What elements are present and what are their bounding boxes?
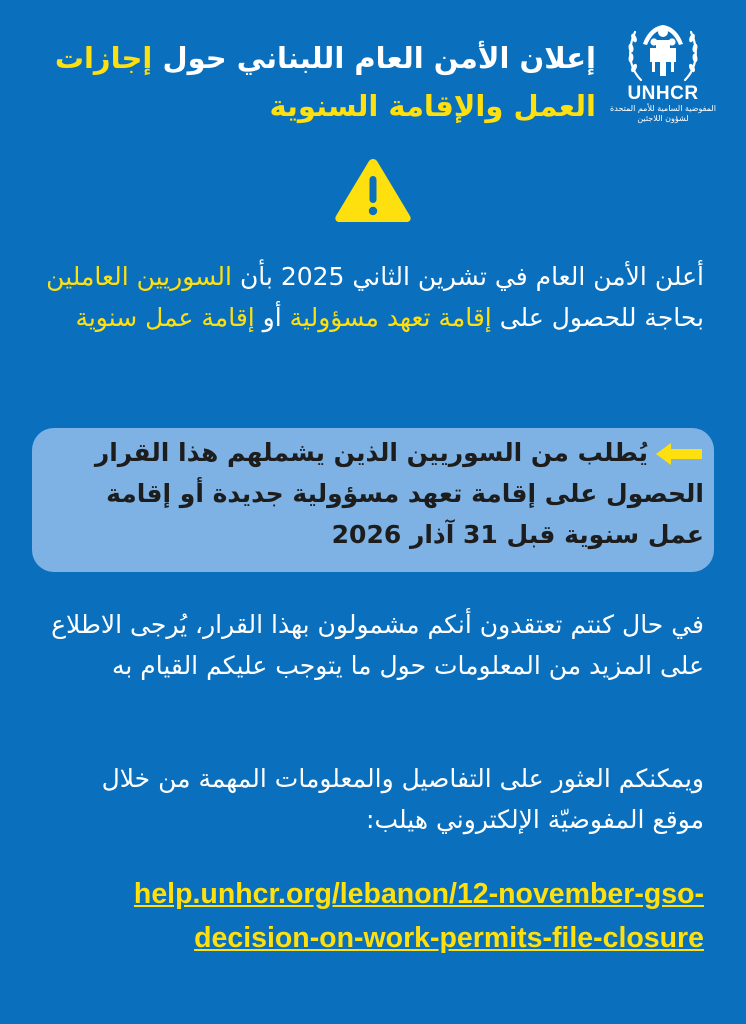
page-title [16, 34, 596, 130]
intro-highlight-1: السوريين العاملين [46, 262, 232, 291]
title-text: إعلان الأمن العام اللبناني حول [152, 41, 596, 75]
info-paragraph: في حال كنتم تعتقدون أنكم مشمولون بهذا القرار، يُرجى الاطلاع على المزيد من المعلومات حول ما يتوجب عليكم القيام به [51, 610, 704, 680]
intro-highlight-2: إقامة تعهد مسؤولية [289, 303, 492, 332]
notice-text: يُطلب من السوريين الذين يشملهم هذا القرار الحصول على إقامة تعهد مسؤولية جديدة أو إقامة عمل سنوية قبل 31 آذار 2026 [94, 438, 704, 549]
title-highlight: إجازات العمل والإقامة السنوية [54, 41, 596, 123]
intro-paragraph [44, 256, 704, 338]
intro-text-3: أو [254, 303, 290, 332]
warning-triangle-icon [333, 156, 413, 224]
intro-text-2: بحاجة للحصول على [491, 303, 704, 332]
unhcr-emblem-icon [625, 22, 701, 84]
website-paragraph: ويمكنكم العثور على التفاصيل والمعلومات المهمة من خلال موقع المفوضيّة الإلكتروني هيلب: [101, 764, 704, 834]
intro-highlight-3: إقامة عمل سنوية [75, 303, 255, 332]
logo-wordmark: UNHCR [627, 83, 699, 104]
help-link[interactable]: help.unhcr.org/lebanon/12-november-gso-decision-on-work-permits-file-closure [133, 878, 704, 954]
notice-text-block [54, 432, 704, 555]
unhcr-logo [604, 22, 722, 124]
logo-subtitle-line2: لشؤون اللاجئين [637, 114, 689, 123]
arrow-left-icon [654, 441, 704, 467]
logo-subtitle-line1: المفوضية السامية للأمم المتحدة [610, 104, 716, 113]
intro-text-1: أعلن الأمن العام في تشرين الثاني 2025 بأن [232, 262, 704, 291]
